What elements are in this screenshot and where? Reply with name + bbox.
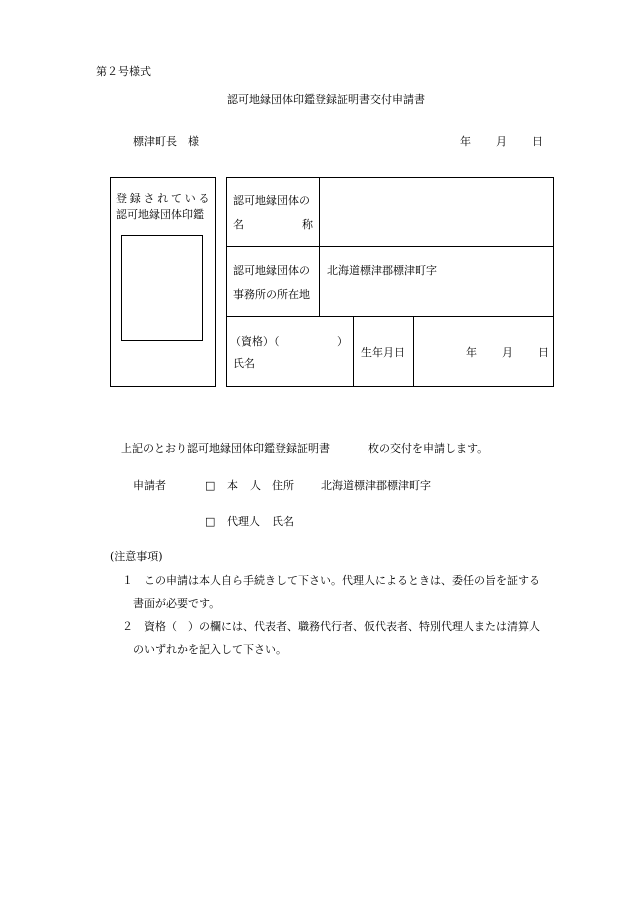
- date-year: 年: [460, 135, 471, 148]
- note-1-line2: 書面が必要です。: [133, 597, 221, 610]
- date-month: 月: [496, 135, 507, 148]
- self-checkbox[interactable]: □: [205, 479, 216, 492]
- office-label-line1: 認可地縁団体の: [233, 264, 310, 277]
- note-1-line1: この申請は本人自ら手続きして下さい。代理人によるときは、委任の旨を証する: [144, 574, 540, 587]
- request-text-part1: 上記のとおり認可地縁団体印鑑登録証明書: [121, 442, 330, 455]
- table-col-divider: [319, 177, 320, 316]
- office-label-line2: 事務所の所在地: [233, 288, 310, 301]
- agent-name-label: 氏名: [272, 515, 294, 528]
- applicant-address-value: 北海道標津郡標津町字: [321, 479, 431, 492]
- agent-label: 代理人: [227, 515, 260, 528]
- request-text-part2: 枚の交付を申請します。: [368, 442, 489, 455]
- page-title: 認可地縁団体印鑑登録証明書交付申請書: [227, 93, 425, 106]
- agent-checkbox[interactable]: □: [205, 515, 216, 528]
- address-label: 住所: [272, 479, 294, 492]
- birthdate-label: 生年月日: [361, 346, 405, 359]
- note-2-line1: 資格（ ）の欄には、代表者、職務代行者、仮代表者、特別代理人または清算人: [144, 620, 540, 633]
- birth-day: 日: [538, 346, 549, 359]
- note-1-number: １: [122, 574, 133, 587]
- office-address-value: 北海道標津郡標津町字: [327, 264, 437, 277]
- table-row-divider: [226, 246, 554, 247]
- note-2-line2: のいずれかを記入して下さい。: [133, 643, 287, 656]
- birth-month: 月: [502, 346, 513, 359]
- seal-box-line1: 登録されている: [116, 192, 213, 205]
- seal-stamp-area: [121, 235, 203, 341]
- seal-box-line2: 認可地縁団体印鑑: [116, 208, 204, 221]
- table-row-divider: [226, 316, 554, 317]
- qualification-close: ）: [337, 335, 348, 348]
- qualification-label: （資格）（: [230, 335, 280, 348]
- table-col-divider: [413, 316, 414, 387]
- name-label-char1: 名: [233, 218, 244, 231]
- addressee: 標津町長 様: [133, 135, 199, 148]
- applicant-label: 申請者: [133, 479, 166, 492]
- name-label-line1: 認可地縁団体の: [233, 194, 310, 207]
- name-label-char2: 称: [302, 218, 313, 231]
- table-col-divider: [353, 316, 354, 387]
- date-day: 日: [532, 135, 543, 148]
- form-number: 第２号様式: [96, 65, 151, 78]
- self-label-char2: 人: [250, 479, 261, 492]
- person-name-label: 氏名: [233, 357, 255, 370]
- birth-year: 年: [466, 346, 477, 359]
- notes-heading: (注意事項): [110, 550, 163, 563]
- self-label-char1: 本: [227, 479, 238, 492]
- note-2-number: ２: [122, 620, 133, 633]
